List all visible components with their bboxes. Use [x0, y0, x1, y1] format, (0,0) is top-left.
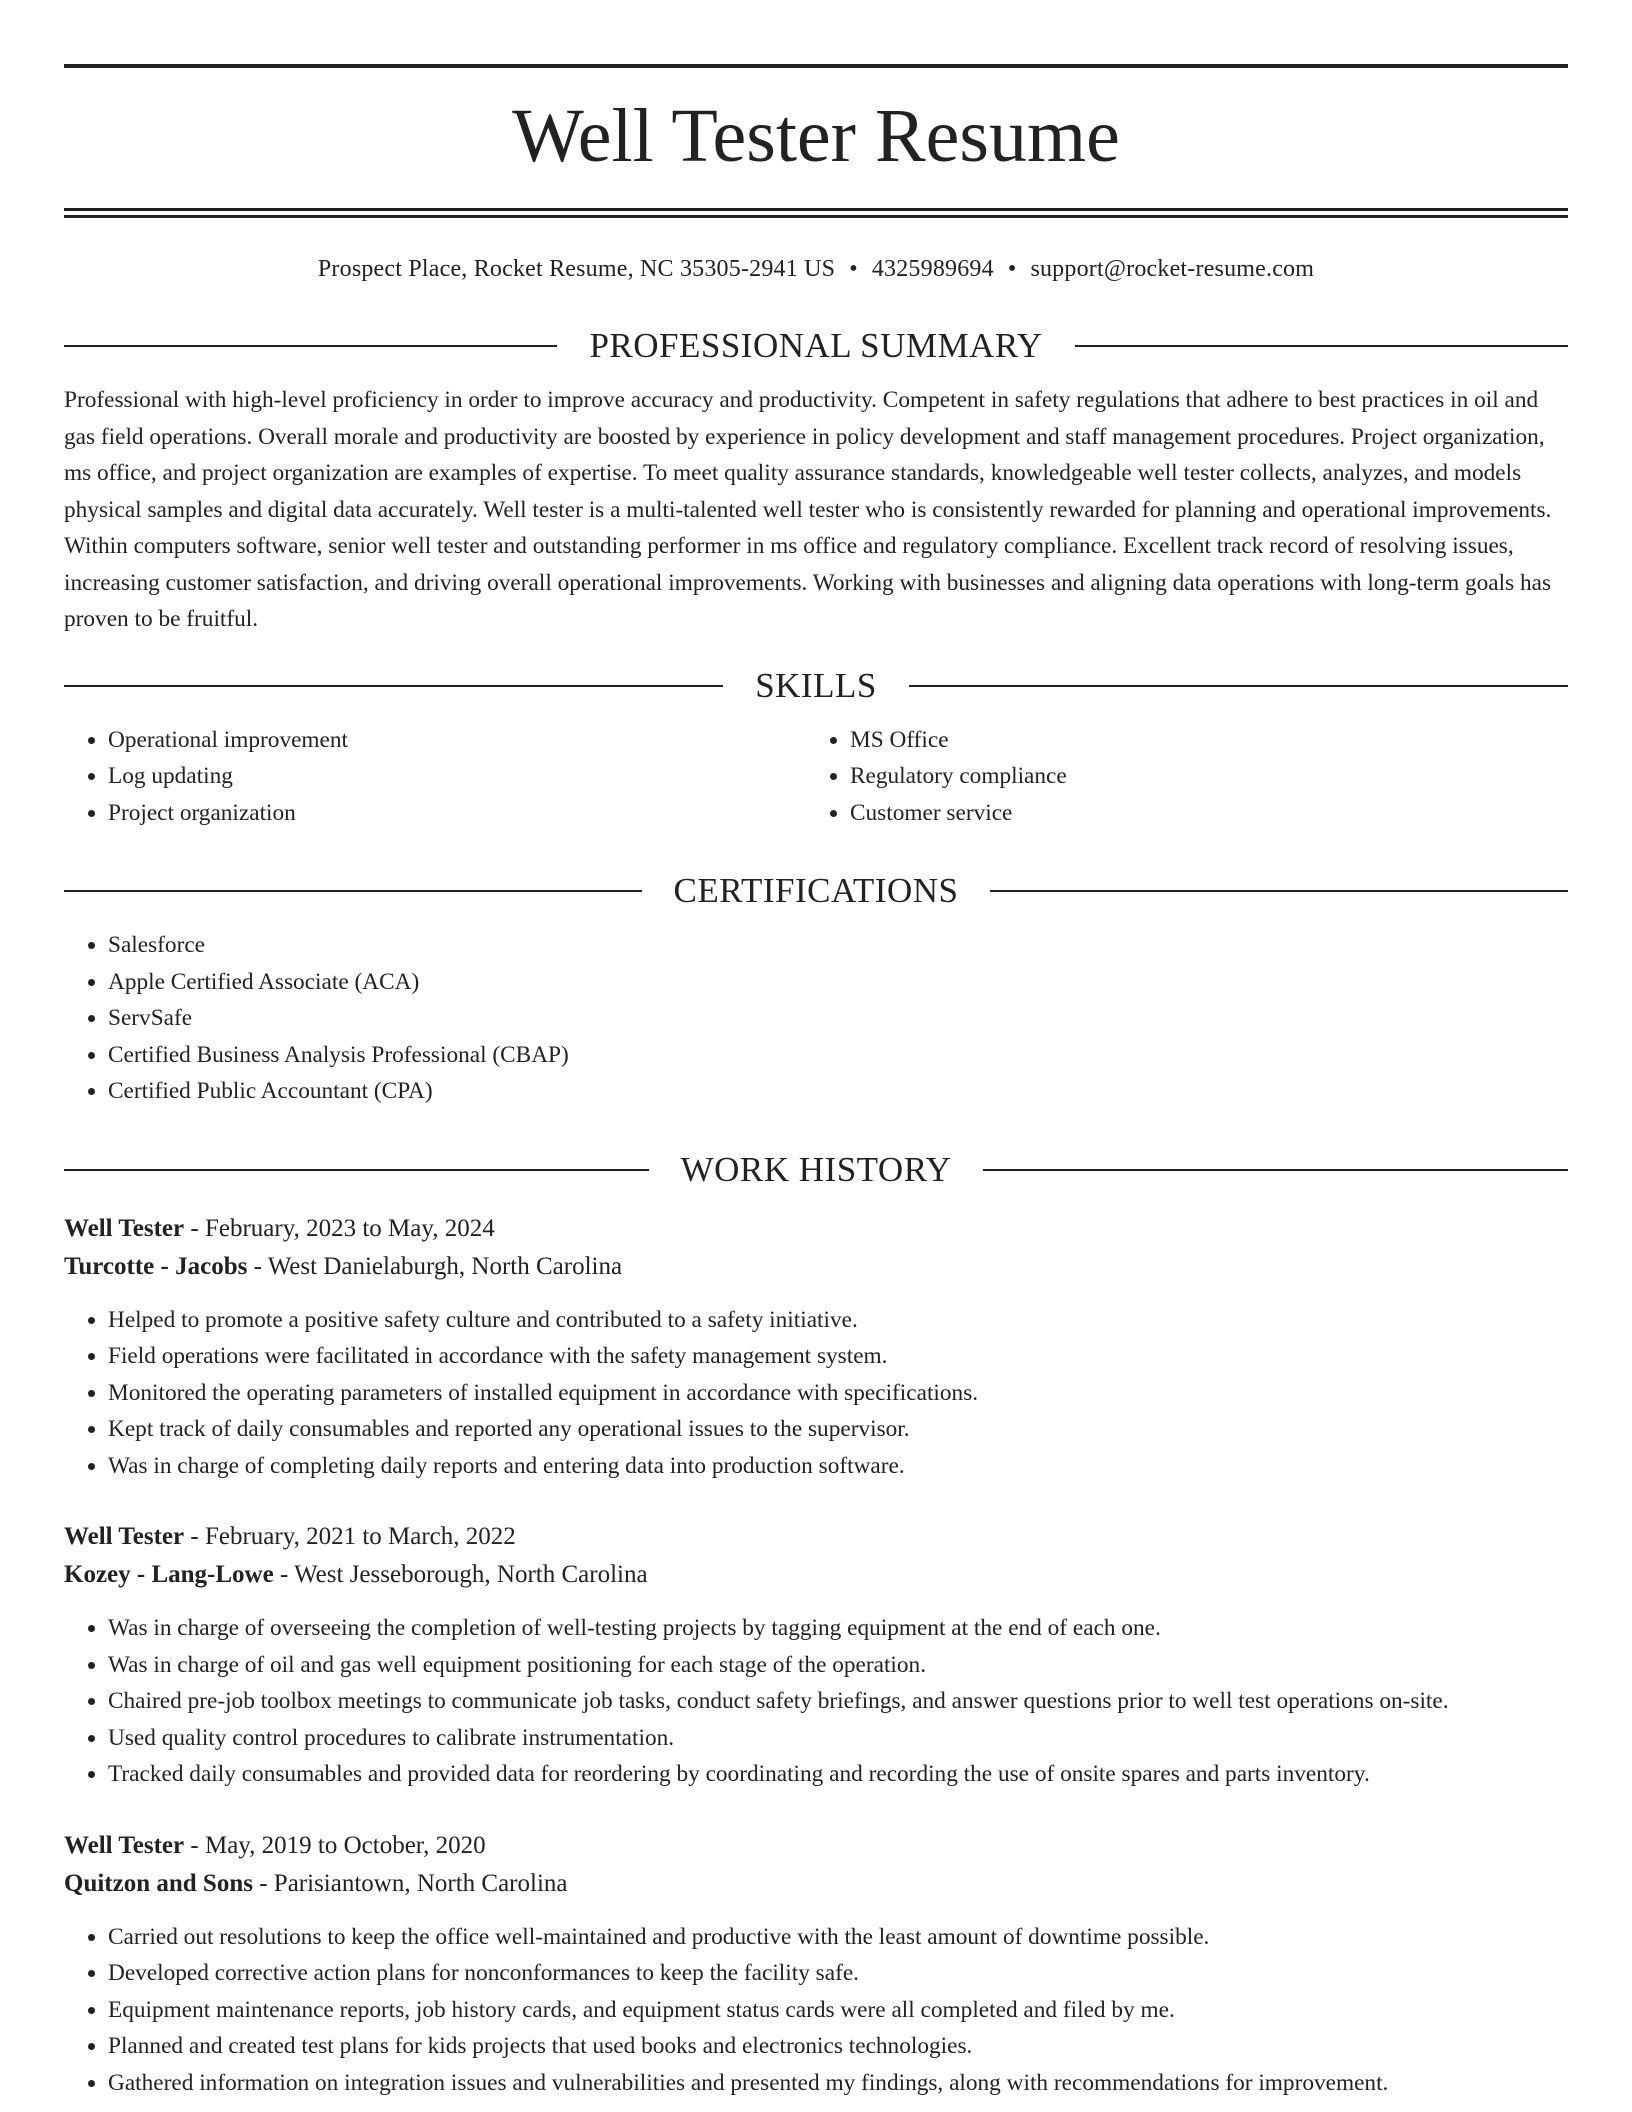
- skill-item: • MS Office: [850, 722, 1548, 759]
- skill-item: • Operational improvement: [108, 722, 806, 759]
- job-dates: - February, 2021 to March, 2022: [184, 1523, 516, 1550]
- job-bullet: • Gathered information on integration issues and vulnerabilities and presented my findings, along with recommendations for improvement.: [108, 2065, 1568, 2102]
- heading-rule: [909, 685, 1568, 687]
- certification-item: • Certified Public Accountant (CPA): [108, 1073, 1568, 1110]
- heading-rule: [64, 345, 557, 347]
- section-heading-label: WORK HISTORY: [680, 1149, 952, 1189]
- certifications-list: [64, 927, 1568, 1110]
- skills-column-left: [64, 722, 806, 832]
- job-title: Well Tester: [64, 1214, 185, 1242]
- job-company-line: [64, 1556, 1568, 1594]
- heading-rule: [64, 1169, 649, 1171]
- certification-item: • Apple Certified Associate (ACA): [108, 964, 1568, 1001]
- job-bullets: [64, 1919, 1568, 2102]
- section-heading-summary: [64, 326, 1568, 366]
- heading-rule: [64, 890, 642, 892]
- job-location: - West Danielaburgh, North Carolina: [247, 1252, 623, 1280]
- job-bullet: • Field operations were facilitated in accordance with the safety management system.: [108, 1338, 1568, 1375]
- contact-address: Prospect Place, Rocket Resume, NC 35305-2941 US: [317, 256, 836, 282]
- job-company: Turcotte - Jacobs: [64, 1252, 248, 1280]
- certification-item: • Salesforce: [108, 927, 1568, 964]
- certification-item: • Certified Business Analysis Professional (CBAP): [108, 1037, 1568, 1074]
- contact-line: [64, 256, 1568, 286]
- job-company-line: [64, 1248, 1568, 1286]
- section-heading-work-history: [64, 1150, 1568, 1190]
- heading-rule: [1075, 345, 1568, 347]
- job-title: Well Tester: [64, 1831, 185, 1859]
- contact-email: support@rocket-resume.com: [1030, 256, 1315, 282]
- heading-rule: [64, 685, 723, 687]
- job-bullet: • Carried out resolutions to keep the office well-maintained and productive with the least amount of downtime possible.: [108, 1919, 1568, 1956]
- skill-item: • Customer service: [850, 795, 1548, 832]
- job-title-line: [64, 1518, 1568, 1556]
- section-heading-skills: [64, 666, 1568, 706]
- job-bullet: • Helped to promote a positive safety culture and contributed to a safety initiative.: [108, 1302, 1568, 1339]
- job-title-line: [64, 1827, 1568, 1865]
- resume-page: [64, 64, 1568, 2101]
- job-company: Kozey - Lang-Lowe: [64, 1561, 274, 1588]
- professional-summary-text: Professional with high-level proficiency in order to improve accuracy and productivity. Competent in safety regulations that adhere to best practices in oil and gas field operations. Overall morale and productivity are boosted by experience in policy development and staff management procedures. Project organization, ms office, and project organization are examples of expertise. To meet quality assurance standards, knowledgeable well tester collects, analyzes, and models physical samples and digital data accurately. Well tester is a multi-talented well tester who is consistently rewarded for planning and operational improvements. Within computers software, senior well tester and outstanding performer in ms office and regulatory compliance. Excellent track record of resolving issues, increasing customer satisfaction, and driving overall operational improvements. Working with businesses and aligning data operations with long-term goals has proven to be fruitful.: [64, 387, 1552, 632]
- contact-separator: •: [849, 256, 858, 282]
- job-bullet: • Used quality control procedures to calibrate instrumentation.: [108, 1720, 1568, 1757]
- job-location: - West Jesseborough, North Carolina: [273, 1561, 648, 1588]
- certification-item: • ServSafe: [108, 1000, 1568, 1037]
- job-bullets: [64, 1610, 1568, 1793]
- skill-item: • Project organization: [108, 795, 806, 832]
- skill-item: • Log updating: [108, 758, 806, 795]
- contact-phone: 4325989694: [871, 256, 994, 282]
- section-heading-label: SKILLS: [755, 665, 877, 705]
- job-title-line: [64, 1210, 1568, 1248]
- job-title: Well Tester: [64, 1523, 185, 1550]
- title-double-rule: [64, 208, 1568, 218]
- top-rule: [64, 64, 1568, 68]
- heading-rule: [983, 1169, 1568, 1171]
- job-bullet: • Was in charge of oil and gas well equipment positioning for each stage of the operation.: [108, 1647, 1568, 1684]
- job-bullet: • Chaired pre-job toolbox meetings to communicate job tasks, conduct safety briefings, and answer questions prior to well test operations on-site.: [108, 1683, 1568, 1720]
- section-heading-certifications: [64, 871, 1568, 911]
- contact-separator: •: [1007, 256, 1017, 282]
- job-bullet: • Developed corrective action plans for nonconformances to keep the facility safe.: [108, 1955, 1568, 1992]
- skill-item: • Regulatory compliance: [850, 758, 1548, 795]
- job-bullet: • Equipment maintenance reports, job history cards, and equipment status cards were all completed and filed by me.: [108, 1992, 1568, 2029]
- section-heading-label: CERTIFICATIONS: [673, 871, 959, 910]
- job-dates: - February, 2023 to May, 2024: [184, 1214, 495, 1242]
- job-entry: [64, 1518, 1568, 1793]
- heading-rule: [990, 890, 1568, 892]
- section-heading-label: PROFESSIONAL SUMMARY: [589, 326, 1043, 365]
- job-entry: [64, 1827, 1568, 2102]
- job-dates: - May, 2019 to October, 2020: [184, 1831, 486, 1859]
- job-bullet: • Monitored the operating parameters of installed equipment in accordance with specifications.: [108, 1375, 1568, 1412]
- skills-list: [64, 722, 1568, 832]
- job-bullet: • Was in charge of overseeing the completion of well-testing projects by tagging equipment at the end of each one.: [108, 1610, 1568, 1647]
- job-bullets: [64, 1302, 1568, 1485]
- job-bullet: • Planned and created test plans for kids projects that used books and electronics technologies.: [108, 2028, 1568, 2065]
- job-entry: [64, 1210, 1568, 1485]
- job-company: Quitzon and Sons: [64, 1869, 253, 1897]
- job-bullet: • Was in charge of completing daily reports and entering data into production software.: [108, 1448, 1568, 1485]
- job-bullet: • Tracked daily consumables and provided data for reordering by coordinating and recording the use of onsite spares and parts inventory.: [108, 1756, 1568, 1793]
- job-bullet: • Kept track of daily consumables and reported any operational issues to the supervisor.: [108, 1411, 1568, 1448]
- job-location: - Parisiantown, North Carolina: [252, 1869, 568, 1897]
- page-title: Well Tester Resume: [512, 94, 1120, 178]
- skills-column-right: [806, 722, 1548, 832]
- job-company-line: [64, 1865, 1568, 1903]
